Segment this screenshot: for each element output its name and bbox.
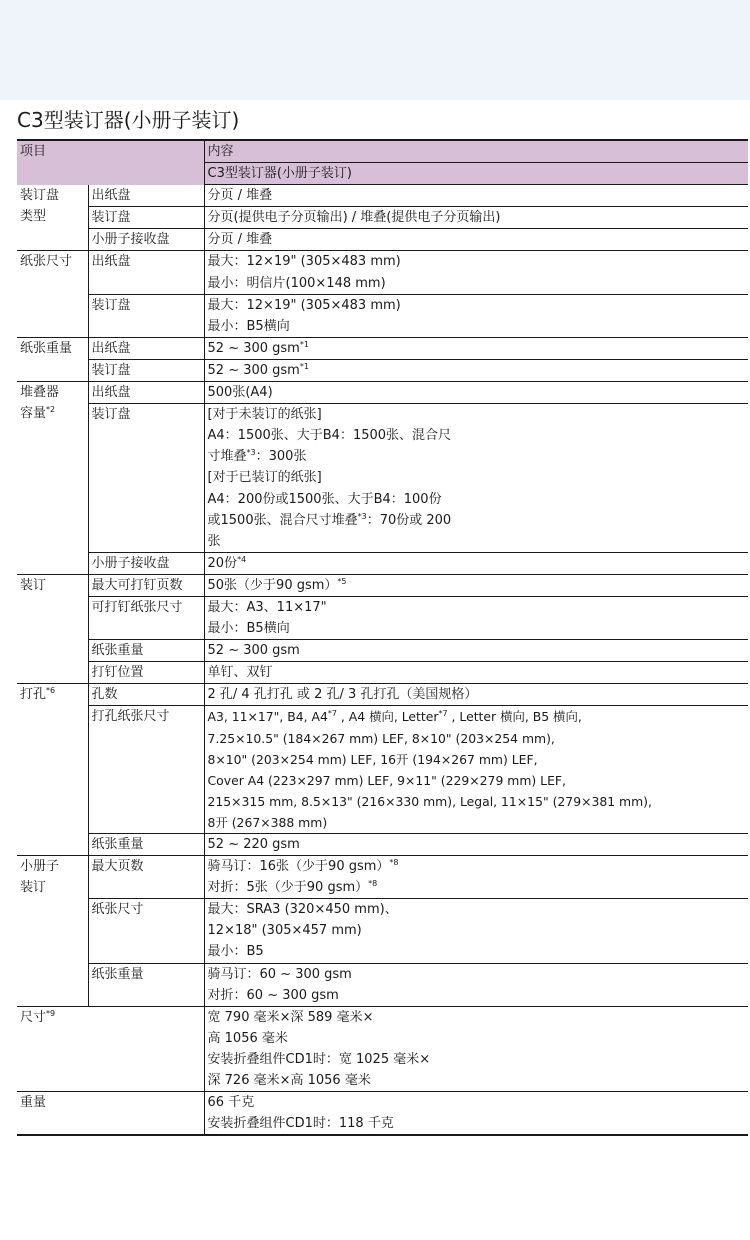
value-line: 安装折叠组件CD1时：宽 1025 毫米×: [207, 1051, 431, 1067]
sub-label-cell: 纸张重量: [88, 963, 204, 1006]
value-text: 或1500张、混合尺寸堆叠: [207, 512, 358, 528]
sub-label-cell: 装订盘: [88, 359, 204, 381]
sub-label-cell: 出纸盘: [88, 251, 204, 294]
value-text: , Letter 横向, B5 横向,: [447, 709, 582, 725]
value-line: 深 726 毫米×高 1056 毫米: [207, 1073, 371, 1089]
value-cell: [204, 856, 748, 899]
value-line: 最大：12×19" (305×483 mm): [207, 297, 401, 313]
value-line: [208, 877, 749, 898]
footnote-mark: *1: [299, 361, 309, 371]
value-text: A3, 11×17", B4, A4: [207, 709, 328, 725]
sub-label-cell: 孔数: [88, 684, 204, 706]
value-cell: 2 孔/ 4 孔打孔 或 2 孔/ 3 孔打孔（美国规格）: [204, 684, 748, 706]
value-line: 张: [207, 533, 221, 549]
table-row: [17, 359, 748, 381]
value-text: 骑马订：16张（少于90 gsm）: [207, 859, 390, 875]
value-cell: [204, 899, 748, 963]
value-text: ：300张: [255, 449, 307, 465]
value-cell: [204, 294, 748, 337]
table-row: [17, 899, 748, 963]
table-row: [17, 229, 748, 251]
table-row: [17, 382, 748, 404]
header-model-cell: [204, 163, 748, 185]
footnote-mark: *2: [46, 405, 56, 415]
value-cell: [204, 337, 748, 359]
category-cell: 重量: [17, 1092, 204, 1136]
footnote-mark: *3: [357, 511, 367, 521]
header-content-label: 内容: [207, 144, 234, 159]
sub-label-cell: 打孔纸张尺寸: [88, 706, 204, 834]
value-line: 最小：B5横向: [207, 318, 290, 334]
table-row: [17, 251, 748, 294]
top-banner: [0, 0, 750, 100]
category-label: 打孔: [20, 687, 47, 703]
value-line: 宽 790 毫米×深 589 毫米×: [207, 1009, 374, 1025]
footnote-mark: *7: [438, 709, 448, 719]
category-cell: [17, 856, 88, 1007]
header-model-label: C3型装订器(小册子装订): [207, 166, 353, 182]
page-title: C3型装订器(小册子装订): [17, 108, 240, 132]
table-row: [17, 207, 748, 229]
value-text: 52 ~ 300 gsm: [207, 340, 300, 356]
sub-label-cell: 纸张重量: [88, 834, 204, 856]
value-cell: [204, 251, 748, 294]
table-row: [17, 294, 748, 337]
value-line: 7.25×10.5" (184×267 mm) LEF, 8×10" (203×254 mm),: [207, 730, 555, 746]
category-cell: 纸张尺寸: [17, 251, 88, 337]
table-row: [17, 185, 748, 207]
value-line: 8×10" (203×254 mm) LEF, 16开 (194×267 mm) LEF,: [207, 751, 538, 767]
category-label: 装订: [20, 880, 47, 896]
value-line: 最小：B5: [207, 944, 264, 960]
value-cell: [204, 574, 748, 596]
sub-label-cell: 最大可打钉页数: [88, 574, 204, 596]
category-label: 堆叠器: [20, 385, 60, 401]
table-row: [17, 662, 748, 684]
value-text: 52 ~ 300 gsm: [207, 362, 300, 378]
table-row: [17, 640, 748, 662]
category-cell: [17, 382, 88, 575]
table-row: [17, 856, 748, 899]
value-line: 最大：12×19" (305×483 mm): [207, 254, 401, 270]
value-cell: 52 ~ 220 gsm: [204, 834, 748, 856]
table-row: [17, 1092, 748, 1136]
value-cell: [204, 1006, 748, 1091]
value-text: ：70份或 200: [366, 512, 452, 528]
sub-label-cell: 最大页数: [88, 856, 204, 899]
table-row: [17, 404, 748, 553]
category-label: [20, 403, 88, 424]
table-row: [17, 574, 748, 596]
value-line: 骑马订：60 ~ 300 gsm: [207, 966, 352, 982]
category-label: 类型: [20, 208, 47, 224]
value-line: [208, 856, 749, 877]
category-cell: [17, 185, 88, 251]
spec-table: [17, 139, 748, 1136]
sub-label-cell: 打钉位置: [88, 662, 204, 684]
value-text: , A4 横向, Letter: [336, 709, 439, 725]
value-line: 最小：B5横向: [207, 621, 290, 637]
value-line: 最大：A3、11×17": [207, 599, 327, 615]
category-cell: [17, 1006, 204, 1091]
value-cell: 52 ~ 300 gsm: [204, 640, 748, 662]
value-text: 20份: [207, 555, 238, 571]
header-content-cell: [204, 140, 748, 163]
value-cell: [204, 552, 748, 574]
sub-label-cell: 可打钉纸张尺寸: [88, 596, 204, 639]
footnote-mark: *8: [368, 879, 378, 889]
footnote-mark: *6: [46, 686, 56, 696]
table-row: [17, 963, 748, 1006]
header-item-cell: [17, 140, 204, 185]
sub-label-cell: 纸张尺寸: [88, 899, 204, 963]
category-cell: 装订: [17, 574, 88, 683]
value-text: 寸堆叠: [207, 449, 247, 465]
table-row: [17, 337, 748, 359]
footnote-mark: *8: [389, 858, 399, 868]
value-text: 对折：5张（少于90 gsm）: [207, 880, 369, 896]
value-line: [对于未装订的纸张]: [207, 407, 322, 423]
category-cell: [17, 684, 88, 856]
value-line: [208, 446, 749, 467]
sub-label-cell: 出纸盘: [88, 337, 204, 359]
value-cell: [204, 359, 748, 381]
value-text: 50张（少于90 gsm）: [207, 577, 338, 593]
footnote-mark: *7: [327, 709, 337, 719]
value-cell: 单钉、双钉: [204, 662, 748, 684]
table-row: [17, 596, 748, 639]
sub-label-cell: 小册子接收盘: [88, 552, 204, 574]
sub-label-cell: 纸张重量: [88, 640, 204, 662]
value-line: A4：1500张、大于B4：1500张、混合尺: [207, 428, 452, 444]
sub-label-cell: 小册子接收盘: [88, 229, 204, 251]
table-row: [17, 706, 748, 834]
value-line: 66 千克: [207, 1095, 255, 1111]
category-label: 尺寸: [20, 1009, 47, 1025]
value-cell: 分页(提供电子分页输出) / 堆叠(提供电子分页输出): [204, 207, 748, 229]
value-line: 215×315 mm, 8.5×13" (216×330 mm), Legal, 11×15" (279×381 mm),: [207, 793, 652, 809]
value-cell: 分页 / 堆叠: [204, 185, 748, 207]
value-line: A4：200份或1500张、大于B4：100份: [207, 491, 442, 507]
value-cell: [204, 706, 748, 834]
value-line: 12×18" (305×457 mm): [207, 923, 362, 939]
value-cell: [204, 404, 748, 553]
value-cell: 分页 / 堆叠: [204, 229, 748, 251]
value-line: 8开 (267×388 mm): [207, 814, 328, 830]
value-line: 最小：明信片(100×148 mm): [207, 275, 386, 291]
footnote-mark: *1: [299, 339, 309, 349]
value-line: [208, 510, 749, 531]
footnote-mark: *4: [237, 554, 247, 564]
header-item-label: 项目: [20, 144, 47, 159]
value-line: 对折：60 ~ 300 gsm: [207, 987, 339, 1003]
category-label: 装订盘: [20, 187, 60, 203]
table-row: [17, 1006, 748, 1091]
category-label-text: 容量: [20, 406, 47, 422]
value-line: [对于已装订的纸张]: [207, 470, 322, 486]
value-cell: [204, 596, 748, 639]
value-cell: [204, 963, 748, 1006]
sub-label-cell: 装订盘: [88, 207, 204, 229]
category-cell: 纸张重量: [17, 337, 88, 381]
value-line: 高 1056 毫米: [207, 1030, 288, 1046]
table-row: [17, 552, 748, 574]
footnote-mark: *9: [46, 1008, 56, 1018]
value-line: [208, 706, 749, 727]
table-row: [17, 684, 748, 706]
value-line: 安装折叠组件CD1时：118 千克: [207, 1116, 394, 1132]
value-cell: [204, 1092, 748, 1136]
footnote-mark: *5: [337, 576, 347, 586]
table-row: [17, 834, 748, 856]
header-row: [17, 140, 748, 163]
value-line: 最大：SRA3 (320×450 mm)、: [207, 902, 398, 918]
footnote-mark: *3: [246, 448, 256, 458]
value-cell: 500张(A4): [204, 382, 748, 404]
sub-label-cell: 出纸盘: [88, 382, 204, 404]
category-label: 小册子: [20, 859, 60, 875]
value-line: Cover A4 (223×297 mm) LEF, 9×11" (229×279 mm) LEF,: [207, 772, 566, 788]
sub-label-cell: 装订盘: [88, 294, 204, 337]
sub-label-cell: 出纸盘: [88, 185, 204, 207]
sub-label-cell: 装订盘: [88, 404, 204, 553]
